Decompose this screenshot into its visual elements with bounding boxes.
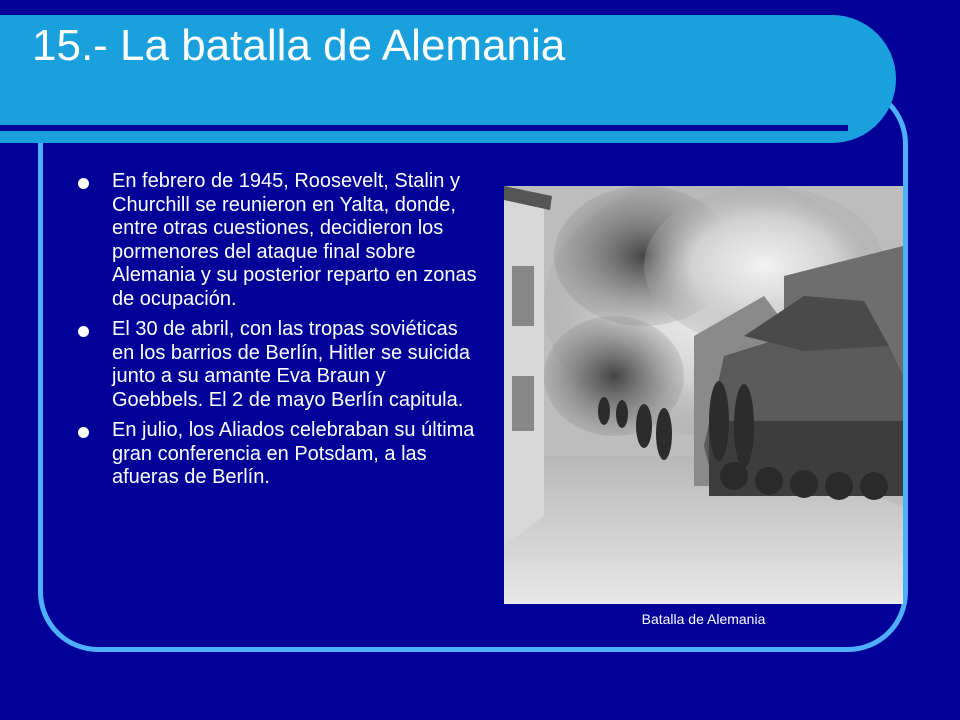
- bullet-text: El 30 de abril, con las tropas soviéticas en los barrios de Berlín, Hitler se suicida junto a su amante Eva Braun y Goebbels. El 2 de mayo Berlín capitula.: [112, 318, 470, 411]
- bullet-text: En julio, los Aliados celebraban su última gran conferencia en Potsdam, a las afueras de Berlín.: [112, 419, 475, 488]
- bullet-item: [78, 318, 478, 412]
- bullet-item: [78, 419, 478, 490]
- title-underline: [0, 125, 848, 131]
- bullet-dot-icon: [78, 427, 89, 438]
- image-caption: Batalla de Alemania: [641, 611, 766, 627]
- battle-photo: [504, 186, 903, 604]
- slide-title: 15.- La batalla de Alemania: [32, 21, 566, 70]
- bullet-item: [78, 170, 478, 311]
- bullet-text: En febrero de 1945, Roosevelt, Stalin y Churchill se reunieron en Yalta, donde, entre otras cuestiones, decidieron los pormenores del ataque final sobre Alemania y su posterior reparto en zonas de ocupación.: [112, 170, 477, 310]
- bullet-dot-icon: [78, 178, 89, 189]
- bullet-list: [78, 170, 478, 497]
- bullet-dot-icon: [78, 326, 89, 337]
